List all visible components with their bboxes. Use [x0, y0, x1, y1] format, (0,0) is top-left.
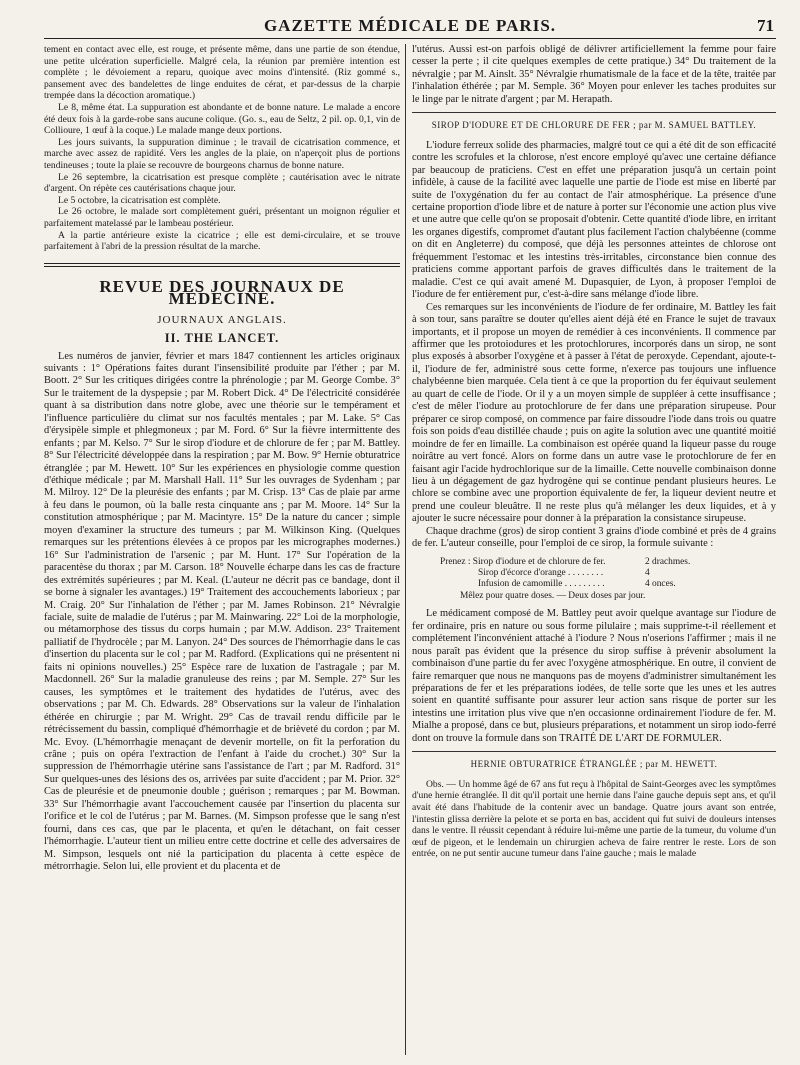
continued-paragraph: l'utérus. Aussi est-on parfois obligé de délivrer artificiellement la femme pour faire cesser la perte ; il cite quelques exemples de cette pratique.) 34° Du traitement de la névralgie ; par M. Ainslt. 35° Névralgie rhumatismale de la face et de la tête, traitée par l'inhalation éthérée ; par M. Semple. 36° Moyen pour enlever les taches produites sur le linge par le nitrate d'argent ; par M. Herapath.	[412, 44, 776, 105]
article-rule	[412, 112, 776, 113]
column-divider	[405, 44, 406, 1055]
recipe-item: Sirop d'écorce d'orange . . . . . . . .	[478, 568, 604, 579]
recipe-row	[440, 591, 776, 602]
review-title: REVUE DES JOURNAUX DE MÉDECINE.	[99, 276, 345, 309]
article-heading: HERNIE OBTURATRICE ÉTRANGLÉE ; par M. HEWETT.	[470, 759, 718, 770]
case-paragraph: Le 26 octobre, le malade sort complètement guéri, présentant un moignon régulier et parfaitement matelassé par le lambeau postérieur.	[44, 206, 400, 229]
article-paragraph: Le médicament composé de M. Battley peut avoir quelque avantage sur l'iodure de fer ordinaire, pris en nature ou sous forme pilulaire ; mais supprime-t-il réellement et complétement l'inconvénient attaché à l'iodure ? Nous n'oserions l'affirmer ; mais il ne nous paraît pas évident que la présence du sirop suffise à prévenir absolument la combinaison d'une partie du fer avec l'oxygène atmosphérique. En outre, il convient de faire remarquer que nous ne manquons pas de moyens d'administrer simultanément les préparations de fer et les préparations iodées, de telle sorte que les unes et les autres soient en quantité suffisante pour assurer leur action sans risque de porter sur les intestins une irritation plus vive que n'en occasionne ordinairement l'iodure de fer. M. Mialhe a proposé, dans ce but, plusieurs préparations, et notamment un sirop iodo-ferré dont on trouve la formule dans son TRAITÉ DE L'ART DE FORMULER.	[412, 608, 776, 744]
recipe-row	[440, 579, 776, 590]
case-paragraph: Les jours suivants, la suppuration diminue ; le travail de cicatrisation commence, et marche avec assez de rapidité. Vers les angles de la plaie, on n'aperçoit plus de portions tendineuses ; toute la plaie se recouvre de bourgeons charnus de bonne nature.	[44, 136, 400, 171]
section-rule	[44, 263, 400, 267]
article-paragraph: Ces remarques sur les inconvénients de l'iodure de fer ordinaire, M. Battley les fait à son tour, sans paraître se douter qu'elles aient déjà été en France le sujet de travaux importants, et il propose un moyen de remédier à ces inconvénients. Il commence par affirmer que les protoiodures et les protochlorures, incorporés dans un sirop, ne sont plus exposés à absorber l'oxygène et à passer à l'état de peroxyde. Cependant, ajoute-t-il, l'iodure de fer, administré sous cette forme, n'exerce pas toujours une influence chalybéenne bien marquée. Cela tient à ce que la proportion du fer équivaut seulement au quart de celle de l'iode. Or il y a un moyen simple de suppléer à cette insuffisance ; c'est de mêler l'iodure au protochlorure de fer dans une préparation sirupeuse. Pour préparer ce sirop composé, on commence par faire dissoudre l'iode dans trois ou quatre fois son poids d'eau distillée chaude ; puis on agite la solution avec une quantité moitié moindre de fer en limaille. La combinaison est opérée quand la liqueur passe du rouge noirâtre au vert foncé. Alors on forme dans un autre vase le protochlorure de fer en faisant agir l'acide hydrochlorique sur de la limaille. Cette nouvelle combinaison donne lieu à un dégagement de gaz hydrogène qui se continue pendant plusieurs heures. Le chlore se combine avec une proportion équivalente de fer, la liqueur devient neutre et prend une couleur bleuâtre. Il ne reste plus qu'à mélanger les deux liquides, et à y ajouter le sucre nécessaire pour donner à la préparation la consistance sirupeuse.	[412, 301, 776, 525]
lancet-paragraph: Les numéros de janvier, février et mars 1847 contiennent les articles originaux suivants : 1° Opérations faites durant l'insensibilité produite par l'éther ; par M. Boott. 2° Sur les critiques dirigées contre la phrénologie ; par M. George Combe. 3° Sur le traitement de la dyspepsie ; par M. Robert Dick. 4° De l'électricité considérée quant à sa distribution dans notre globe, avec une théorie sur le tempérament et l'influence particulière du climat sur nos facultés mentales ; par M. Lake. 5° Cas d'érysipèle simple et phlegmoneux ; par M. Ford. 6° Sur la fièvre intermittente des enfants ; par M. Kelso. 7° Sur le sirop d'iodure et de chlorure de fer ; par M. Battley. 8° Sur l'électricité développée dans la respiration ; par M. Bow. 9° Hernie obturatrice étranglée ; par M. Hewett. 10° Sur les expériences en physiologie comme question d'éthique médicale ; par M. Marshall Hall. 11° Sur les ouvrages de Sydenham ; par M. Milroy. 12° De la pleurésie des enfants ; par M. Crisp. 13° Cas de plaie par arme à feu dans le poumon, où la balle resta cinquante ans ; par M. Moore. 14° Sur la constitution atmosphérique ; par M. Macintyre. 15° De la nature du cancer ; simple moyen d'examiner la structure des tumeurs ; par M. Wilkinson King. (Quelques remarques sur les prétentions élevées à ce propos par les micrographes modernes.) 16° Sur l'administration de l'arsenic ; par M. Hunt. 17° Sur l'opération de la paracentèse du thorax ; par M. Carson. 18° Nouvelle écharpe dans les cas de fracture des extrémités supérieures ; par M. Keal. (L'auteur ne décrit pas ce bandage, dont il se borne à signaler les avantages.) 19° Traitement des accouchements laborieux ; par M. Craig. 20° Sur l'inhalation de l'éther ; par M. James Robinson. 21° Névralgie faciale, suite de maladie de l'utérus ; par M. Mainwaring. 22° Loi de la morphologie, ou métamorphose des tissus du corps humain ; par M.W. Addison. 23° Traitement palliatif de l'hydrocèle ; par M. Lanyon. 24° Des sources de l'hémorrhagie dans le cas d'insertion du placenta sur le col ; par M. Radford. (Explications qui ne présentent ni faits ni opinions nouvelles.) 25° Espèce rare de luxation de l'astragale ; par M. Macdonnell. 26° Sur la maladie granuleuse des reins ; par M. Semple. 27° Sur les causes, les symptômes et le traitement des hydatides de l'utérus, avec des observations ; par M. Ch. Edwards. 28° Observations sur la valeur de l'inhalation éthérée en chirurgie ; par M. Wright. 29° Cas de travail rendu difficile par le rétrécissement du bassin, compliqué d'hémorrhagie et de brièveté du cordon ; par M. Mc. Evoy. (L'hémorrhagie menaçant de devenir mortelle, on fit la perforation du crâne ; puis on opéra l'extraction de l'enfant à l'aide du crochet.) 30° Sur la suppression de l'hémorrhagie utérine sans l'assistance de l'art ; par M. Radford. 31° Sur quelques-unes des lésions des os, arrivées par suite d'accident ; par M. Prior. 32° Cas de pleurésie et de pneumonie double ; guérison ; remarques ; par M. Bowman. 33° Sur l'hémorrhagie avant l'accouchement causée par l'insertion du placenta sur l'orifice et le col de l'utérus ; par M. Barnes. (M. Simpson professe que le sang n'est fourni, dans ces cas, que par le placenta, et qu'en le détachant, on fait cesser l'hémorrhagie. L'auteur tient un milieu entre cette doctrine et celle des adversaires de M. Simpson, lesquels ont nié la participation du placenta à cette espèce de métrorrhagie. Selon lui, elle provient et du placenta et de	[44, 350, 400, 873]
page-header	[44, 14, 776, 39]
case-paragraph: Le 8, même état. La suppuration est abondante et de bonne nature. Le malade a encore été deux fois à la garde-robe sans aucune colique. (Go. s., eau de Seltz, 2 pil. op. 0,1, vin de Collioure, 1 œuf à la coque.) Le malade mange deux portions.	[44, 101, 400, 137]
review-subtitle: JOURNAUX ANGLAIS.	[157, 313, 287, 326]
right-column	[412, 44, 776, 1057]
article-rule	[412, 751, 776, 752]
case-paragraph: Le 26 septembre, la cicatrisation est presque complète ; cautérisation avec le nitrate d'argent. On répète ces cautérisations chaque jour.	[44, 171, 400, 195]
case-paragraph: Le 5 octobre, la cicatrisation est complète.	[58, 194, 221, 206]
section-title: II. THE LANCET.	[164, 331, 280, 346]
article-paragraph: Obs. — Un homme âgé de 67 ans fut reçu à l'hôpital de Saint-Georges avec les symptômes d'une hernie étranglée. Il dit qu'il portait une hernie dans l'aine gauche depuis sept ans, et qu'il avait été dans l'habitude de la contenir avec un bandage. Quatre jours avant son entrée, l'intestin glissa derrière la pelote et se porta en bas, accident qui fut suivi de douleurs intenses dans le ventre. Il réussit cependant à réduire lui-même une partie de la tumeur, du volume d'un œuf de pigeon, et le lendemain un chirurgien acheva de faire rentrer le reste. Lors de son entrée, on ne put sentir aucune tumeur dans l'aine gauche ; mais le malade	[412, 778, 776, 860]
recipe-row	[440, 557, 776, 568]
recipe-qty: 2 drachmes.	[645, 556, 691, 567]
journal-title: GAZETTE MÉDICALE DE PARIS.	[263, 16, 557, 35]
recipe-row	[440, 568, 776, 579]
article-paragraph: L'iodure ferreux solide des pharmacies, malgré tout ce qui a été dit de son efficacité contre les scrofules et la chlorose, n'est encore employé qu'avec une certaine défiance par beaucoup de praticiens. C'est en effet une préparation jusqu'à un certain point infidèle, à cause de la facilité avec laquelle une partie de l'iode est mise en liberté par suite de l'oxygénation du fer au contact de l'air atmosphérique. La présence d'une certaine proportion d'iode libre et de nature à porter sur l'économie une action plus vive et une autre que celle qu'on se proposait d'obtenir. Cette quantité d'iode libre, en irritant les organes digestifs, compromet d'autant plus facilement l'action chalybéenne (comme on dit en Angleterre) du composé, que déjà les personnes atteintes de chlorose ont fréquemment l'estomac et les intestins très-irritables, circonstance bien connue des praticiens comme apportant parfois de graves difficultés dans le traitement de la maladie. C'est ce qui avait amené M. Dupasquier, de Lyon, à proposer l'emploi de l'iodure de fer entièrement pur, c'est-à-dire sans mélange d'iode libre.	[412, 139, 776, 301]
article-heading: SIROP D'IODURE ET DE CHLORURE DE FER ; par M. SAMUEL BATTLEY.	[431, 120, 757, 131]
recipe-item: Mêlez pour quatre doses. — Deux doses par jour.	[460, 590, 646, 601]
recipe-formula	[440, 557, 776, 603]
left-column	[44, 44, 400, 1057]
case-paragraph: A la partie antérieure existe la cicatrice ; elle est demi-circulaire, et se trouve parfaitement à l'abri de la pression résultat de la marche.	[44, 229, 400, 253]
page-number: 71	[757, 16, 774, 35]
recipe-qty: 4	[645, 568, 650, 579]
recipe-item: Infusion de camomille . . . . . . . . .	[478, 579, 605, 590]
case-paragraph: tement en contact avec elle, est rouge, et présente même, dans une partie de son étendue, une petite ulcération superficielle. Malgré cela, la réunion par première intention est complète ; le dévoiement a reparu, quoique avec moins d'intensité. (Riz gommé s., pansement avec des bandelettes de linge enduites de cérat, et par-dessus de la charpie trempée dans la décoction aromatique.)	[44, 44, 400, 102]
recipe-item: Prenez : Sirop d'iodure et de chlorure de fer.	[440, 556, 606, 567]
article-paragraph: Chaque drachme (gros) de sirop contient 3 grains d'iode combiné et près de 4 grains de fer. L'auteur conseille, pour l'emploi de ce sirop, la formule suivante :	[412, 525, 776, 550]
recipe-qty: 4 onces.	[645, 579, 676, 590]
